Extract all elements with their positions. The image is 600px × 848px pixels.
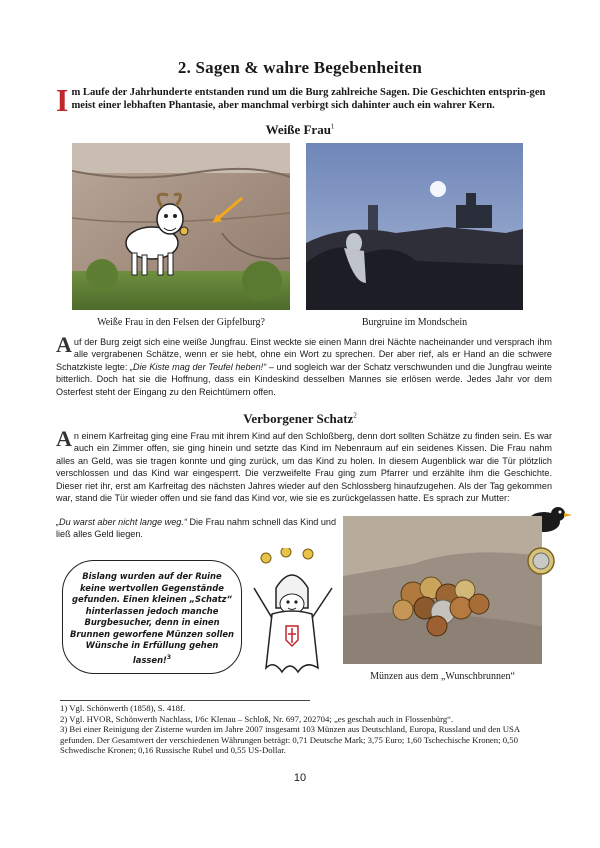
section2-text-a: n einem Karfreitag ging eine Frau mit ihrem Kind auf den Schloßberg, denn dort sollten Schätze zu finden sein. Es war auch ein Zimmer offen, sie ging hinein und setzte das Kind im Nebenraum auf ein seidenes Kissen. Die Frau nahm alles an Geld, was sie tragen konnte und ging zurück, um das Kind zu holen. In diesem Augenblick war die Tür plötzlich verschlossen und das Kind war eingesperrt. Die verzweifelte Frau ging zum Pfarrer und erzählte ihm die Geschichte. Dieser riet ihr, erst am Karfreitag des nächsten Jahres wieder auf den Schlossberg hinaufzugehen. Als der Tag gekommen war, stand die Tür wieder offen und sie fand das Kind vor, wie sie es zurückgelassen hatte. Es sprach zur Mutter: [56,431,552,504]
footnote-2: 2) Vgl. HVOR, Schönwerth Nachlass, I/6c Klenau – Schloß, Nr. 697, 202704; „es geschah auch in Flossenbürg“. [60,713,454,724]
page-title: 2. Sagen & wahre Begebenheiten [177,58,423,77]
footnote-ref-1: 1 [330,122,335,131]
section2-quote: „Du warst aber nicht lange weg.“ [56,517,187,527]
caption-coins-photo: Münzen aus dem „Wunschbrunnen“ [370,671,515,682]
intro-text: m Laufe der Jahrhunderte entstanden rund um die Burg zahlreiche Sagen. Die Geschichten entsprin-gen meist einer lebhaften Phantasie, aber manchmal verbirgt sich dahinter auch ein wahrer Kern. [71,87,546,111]
caption-rock-photo: Weiße Frau in den Felsen der Gipfelburg? [97,317,265,328]
section1-text-a: uf der Burg zeigt sich eine weiße Jungfrau. Einst weckte sie einen Mann drei Nächte nacheinander und versprach ihm alle vergrabenen Schätze, wenn er sie hebt, ohne ein Wort zu sprechen. Der aber rief, als er Hand an die schwere Schatzkiste legte: [56,337,552,372]
section2-body-continued [56,516,342,541]
ruin-moonlight-illustration [306,143,523,310]
section2-dropcap: A [56,430,72,451]
section1-dropcap: A [56,332,72,357]
footnote-1: 1) Vgl. Schönwerth (1858), S. 418f. [60,703,186,713]
section1-quote: „Die Kiste mag der Teufel heben!“ [130,361,267,372]
page-number: 10 [293,772,307,784]
rock-goat-photo [72,143,290,310]
section2-text-b: Die Frau nahm schnell das Kind und ließ alles Geld liegen. [56,517,337,540]
caption-ruin-photo: Burgruine im Mondschein [361,317,468,328]
section1-text-b: – und sogleich war der Schatz verschwunden und die Jungfrau weinte bitterlich. Doch hat sie die Hoffnung, dass ein Kindeskind desselben Mannes sie erlösen werde. Jedes Jahr vor dem Osterfest steht der Eingang zu den Reichtümern offen. [56,361,552,397]
section1-heading-text: Weiße Frau [265,122,331,137]
rock-goat-illustration [72,143,290,310]
section1-body [56,332,552,398]
bubble-text [69,571,235,666]
footnote-3: 3) Bei einer Reinigung der Zisterne wurden im Jahre 2007 insgesamt 103 Münzen aus Deutschland, Europa, Russland und den USA gefunden. Der Gesamtwert der verschiedenen Währungen beträgt: 0,71 Deutsche Mark; 3,75 Euro; 1,60 Tschechische Kronen; 0,50 Schwedische Kronen; 0,16 Russische Rubel und 0,55 US-Dollar. [60,724,520,756]
section-heading-verborgener-schatz [0,411,600,427]
footnote-ref-2: 2 [353,411,357,420]
coins-photo [343,516,542,664]
intro-dropcap: I [56,82,69,118]
footnote-rule [60,700,310,701]
euro-coin-icon [526,546,556,576]
section-heading-weisse-frau [0,122,600,138]
footnotes [60,703,552,756]
bubble-text-body: Bislang wurden auf der Ruine keine wertvollen Gegenstände gefunden. Einen kleinen „Schatz“ hinterlassen jedoch manche Burgbesucher, denn in einen Brunnen geworfene Münzen sollen Wünsche in Erfüllung gehen lassen! [70,571,234,665]
footnote-ref-3: 3 [166,653,172,661]
ghost-knight-cartoon [246,548,340,678]
intro-paragraph [56,82,552,118]
ruin-moonlight-photo [306,143,523,310]
section2-heading-text: Verborgener Schatz [243,411,354,426]
section2-body [56,430,552,517]
coins-illustration [343,516,542,664]
speech-bubble [62,560,242,674]
